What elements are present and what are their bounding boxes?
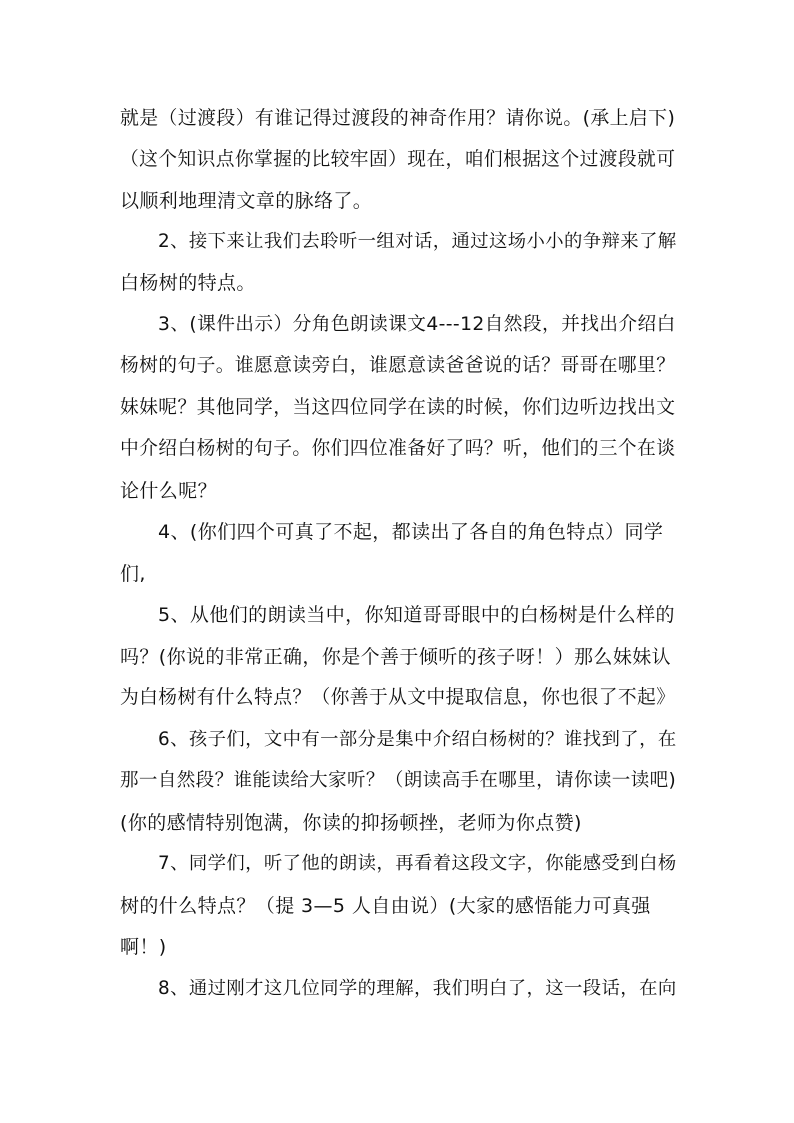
text-line-13: 5、从他们的朗读当中，你知道哥哥眼中的白杨树是什么样的 <box>158 604 675 626</box>
text-line-9: 中介绍白杨树的句子。你们四位准备好了吗？听，他们的三个在谈 <box>120 438 676 459</box>
text-line-12: 们, <box>120 563 146 585</box>
text-line-20: 树的什么特点？（提 3—5 人自由说）(大家的感悟能力可真强 <box>120 895 651 917</box>
text-line-19: 7、同学们，听了他的朗读，再看着这段文字，你能感受到白杨 <box>158 853 677 874</box>
text-line-15: 为白杨树有什么特点？（你善于从文中提取信息，你也很了不起》 <box>120 687 676 708</box>
text-line-17: 那一自然段？谁能读给大家听？（朗读高手在哪里，请你读一读吧) <box>120 770 677 791</box>
text-line-8: 妹妹呢？其他同学，当这四位同学在读的时候，你们边听边找出文 <box>120 397 676 418</box>
text-line-11: 4、(你们四个可真了不起，都读出了各自的角色特点）同学 <box>158 521 664 543</box>
text-line-10: 论什么呢？ <box>120 480 218 502</box>
text-line-5: 白杨树的特点。 <box>120 272 256 294</box>
text-line-7: 杨树的句子。谁愿意读旁白，谁愿意读爸爸说的话？哥哥在哪里？ <box>120 355 676 376</box>
text-line-1: 就是（过渡段）有谁记得过渡段的神奇作用？请你说。(承上启下) <box>120 107 676 129</box>
text-line-4: 2、接下来让我们去聆听一组对话，通过这场小小的争辩来了解 <box>158 231 677 252</box>
text-line-6: 3、(课件出示）分角色朗读课文4---12自然段，并找出介绍白 <box>158 314 676 335</box>
text-line-21: 啊！) <box>120 936 167 958</box>
text-line-16: 6、孩子们，文中有一部分是集中介绍白杨树的？谁找到了，在 <box>158 729 677 750</box>
text-line-2: （这个知识点你掌握的比较牢固）现在，咱们根据这个过渡段就可 <box>120 149 676 170</box>
text-line-22: 8、通过刚才这几位同学的理解，我们明白了，这一段话，在向 <box>158 978 677 999</box>
text-line-3: 以顺利地理清文章的脉络了。 <box>120 190 373 212</box>
text-line-14: 吗？(你说的非常正确，你是个善于倾听的孩子呀！）那么妹妹认 <box>120 646 672 668</box>
text-line-18: (你的感情特别饱满，你读的抑扬顿挫，老师为你点赞) <box>120 812 582 834</box>
